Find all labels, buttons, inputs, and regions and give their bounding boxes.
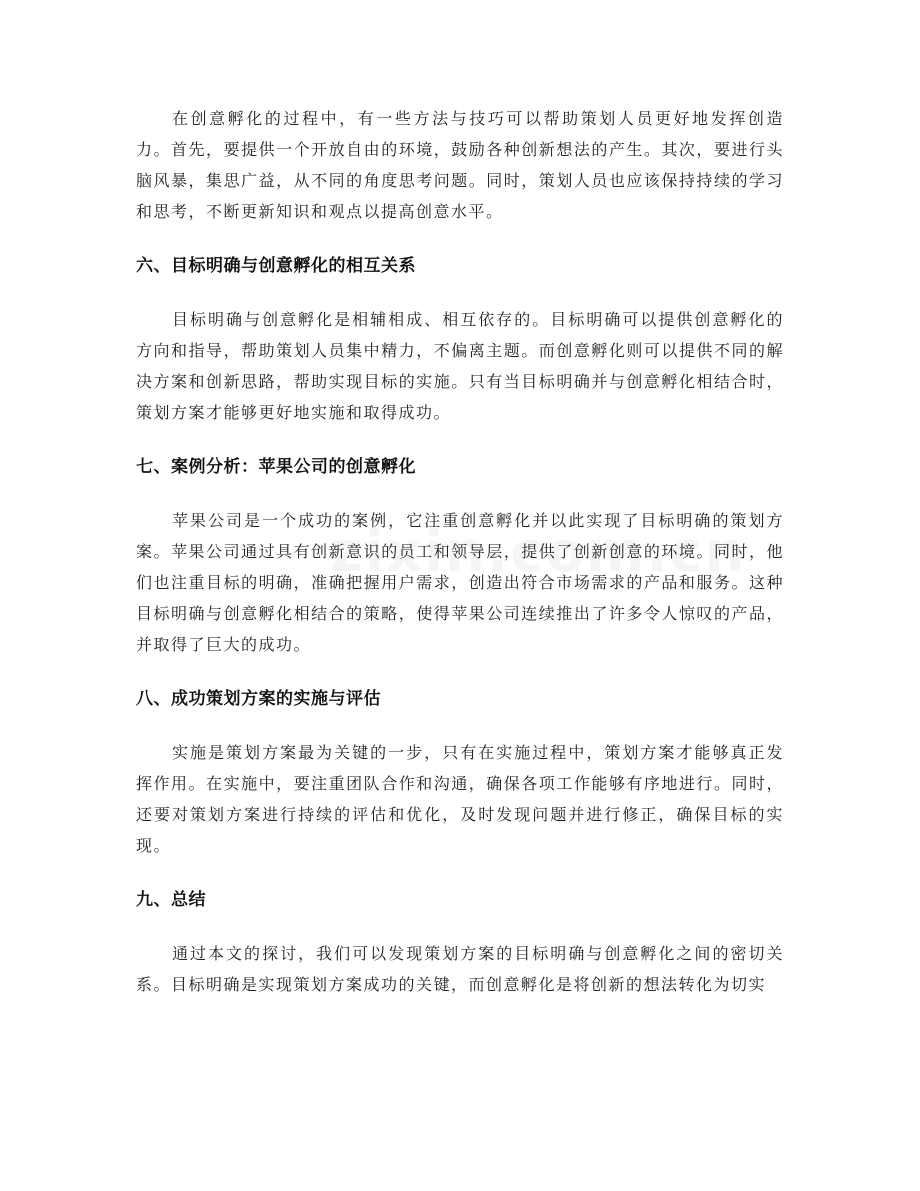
paragraph-section-8: 实施是策划方案最为关键的一步，只有在实施过程中，策划方案才能够真正发挥作用。在实施中，要注重团队合作和沟通，确保各项工作能够有序地进行。同时，还要对策划方案进行持续的评估和优化，及时发现问题并进行修正，确保目标的实现。 (136, 743, 784, 855)
paragraph-section-6: 目标明确与创意孵化是相辅相成、相互依存的。目标明确可以提供创意孵化的方向和指导，帮助策划人员集中精力，不偏离主题。而创意孵化则可以提供不同的解决方案和创新思路，帮助实现目标的实施。只有当目标明确并与创意孵化相结合时，策划方案才能够更好地实施和取得成功。 (136, 310, 784, 422)
document-body (136, 103, 784, 1000)
heading-section-7: 七、案例分析：苹果公司的创意孵化 (136, 457, 416, 477)
paragraph-methods: 在创意孵化的过程中，有一些方法与技巧可以帮助策划人员更好地发挥创造力。首先，要提供一个开放自由的环境，鼓励各种创新想法的产生。其次，要进行头脑风暴，集思广益，从不同的角度思考问题。同时，策划人员也应该保持持续的学习和思考，不断更新知识和观点以提高创意水平。 (136, 109, 784, 221)
paragraph-section-7: 苹果公司是一个成功的案例，它注重创意孵化并以此实现了目标明确的策划方案。苹果公司通过具有创新意识的员工和领导层，提供了创新创意的环境。同时，他们也注重目标的明确，准确把握用户需求，创造出符合市场需求的产品和服务。这种目标明确与创意孵化相结合的策略，使得苹果公司连续推出了许多令人惊叹的产品，并取得了巨大的成功。 (136, 511, 784, 654)
heading-section-8: 八、成功策划方案的实施与评估 (136, 689, 381, 709)
paragraph-section-9: 通过本文的探讨，我们可以发现策划方案的目标明确与创意孵化之间的密切关系。目标明确是实现策划方案成功的关键，而创意孵化是将创新的想法转化为切实 (136, 944, 784, 994)
heading-section-6: 六、目标明确与创意孵化的相互关系 (136, 256, 416, 276)
heading-section-9: 九、总结 (136, 890, 206, 910)
